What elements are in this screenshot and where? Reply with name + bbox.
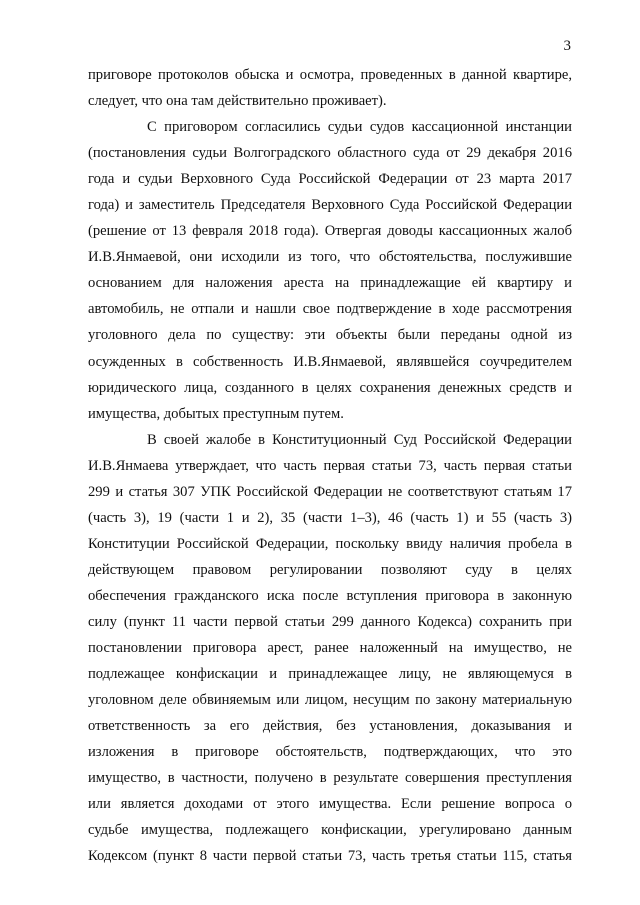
text-line: судьбе имущества, подлежащего конфискации, урегулировано данным bbox=[88, 822, 572, 839]
text-line: (постановления судьи Волгоградского областного суда от 29 декабря 2016 bbox=[88, 145, 572, 162]
text-line: (часть 3), 19 (части 1 и 2), 35 (части 1–3), 46 (часть 1) и 55 (часть 3) bbox=[88, 509, 572, 526]
text-line: изложения в приговоре обстоятельств, подтверждающих, что это bbox=[88, 744, 572, 761]
page-number: 3 bbox=[563, 38, 571, 54]
text-line: или является доходами от этого имущества. Если решение вопроса о bbox=[88, 796, 572, 813]
text-line: И.В.Янмаевой, они исходили из того, что обстоятельства, послужившие bbox=[88, 249, 572, 266]
paragraph-first-line: С приговором согласились судьи судов кассационной инстанции bbox=[147, 119, 572, 136]
text-line: постановлении приговора арест, ранее наложенный на имущество, не bbox=[88, 640, 572, 657]
text-line: Кодексом (пункт 8 части первой статьи 73, часть третья статьи 115, статья bbox=[88, 848, 572, 865]
text-line: подлежащее конфискации и принадлежащее лицу, не являющемуся в bbox=[88, 666, 572, 683]
text-line: ответственность за его действия, без установления, доказывания и bbox=[88, 718, 572, 735]
text-line: юридического лица, созданного в целях сохранения денежных средств и bbox=[88, 379, 572, 396]
text-line: действующем правовом регулировании позволяют суду в целях bbox=[88, 561, 572, 578]
text-line: имущества, добытых преступным путем. bbox=[88, 405, 344, 422]
text-line: осужденных в собственность И.В.Янмаевой, являвшейся соучредителем bbox=[88, 353, 572, 370]
text-line: основанием для наложения ареста на принадлежащие ей квартиру и bbox=[88, 275, 572, 292]
paragraph-first-line: В своей жалобе в Конституционный Суд Российской Федерации bbox=[147, 431, 572, 448]
text-line: приговоре протоколов обыска и осмотра, проведенных в данной квартире, bbox=[88, 67, 572, 83]
text-line: года и судьи Верховного Суда Российской Федерации от 23 марта 2017 bbox=[88, 171, 572, 188]
text-line: 299 и статья 307 УПК Российской Федерации не соответствуют статьям 17 bbox=[88, 483, 572, 500]
text-line: года) и заместитель Председателя Верховного Суда Российской Федерации bbox=[88, 197, 572, 214]
text-line: силу (пункт 11 части первой статьи 299 данного Кодекса) сохранить при bbox=[88, 613, 572, 630]
text-line: Конституции Российской Федерации, поскольку ввиду наличия пробела в bbox=[88, 535, 572, 552]
text-line: уголовного дела по существу: эти объекты были переданы одной из bbox=[88, 327, 572, 344]
document-body bbox=[88, 62, 572, 869]
text-line: следует, что она там действительно проживает). bbox=[88, 93, 387, 110]
text-line: И.В.Янмаева утверждает, что часть первая статьи 73, часть первая статьи bbox=[88, 457, 572, 474]
text-line: (решение от 13 февраля 2018 года). Отвергая доводы кассационных жалоб bbox=[88, 223, 572, 240]
text-line: имущество, в частности, получено в результате совершения преступления bbox=[88, 770, 572, 787]
text-line: автомобиль, не отпали и нашли свое подтверждение в ходе рассмотрения bbox=[88, 301, 572, 318]
text-line: обеспечения гражданского иска после вступления приговора в законную bbox=[88, 587, 572, 604]
text-line: уголовном деле обвиняемым или лицом, несущим по закону материальную bbox=[88, 692, 572, 709]
